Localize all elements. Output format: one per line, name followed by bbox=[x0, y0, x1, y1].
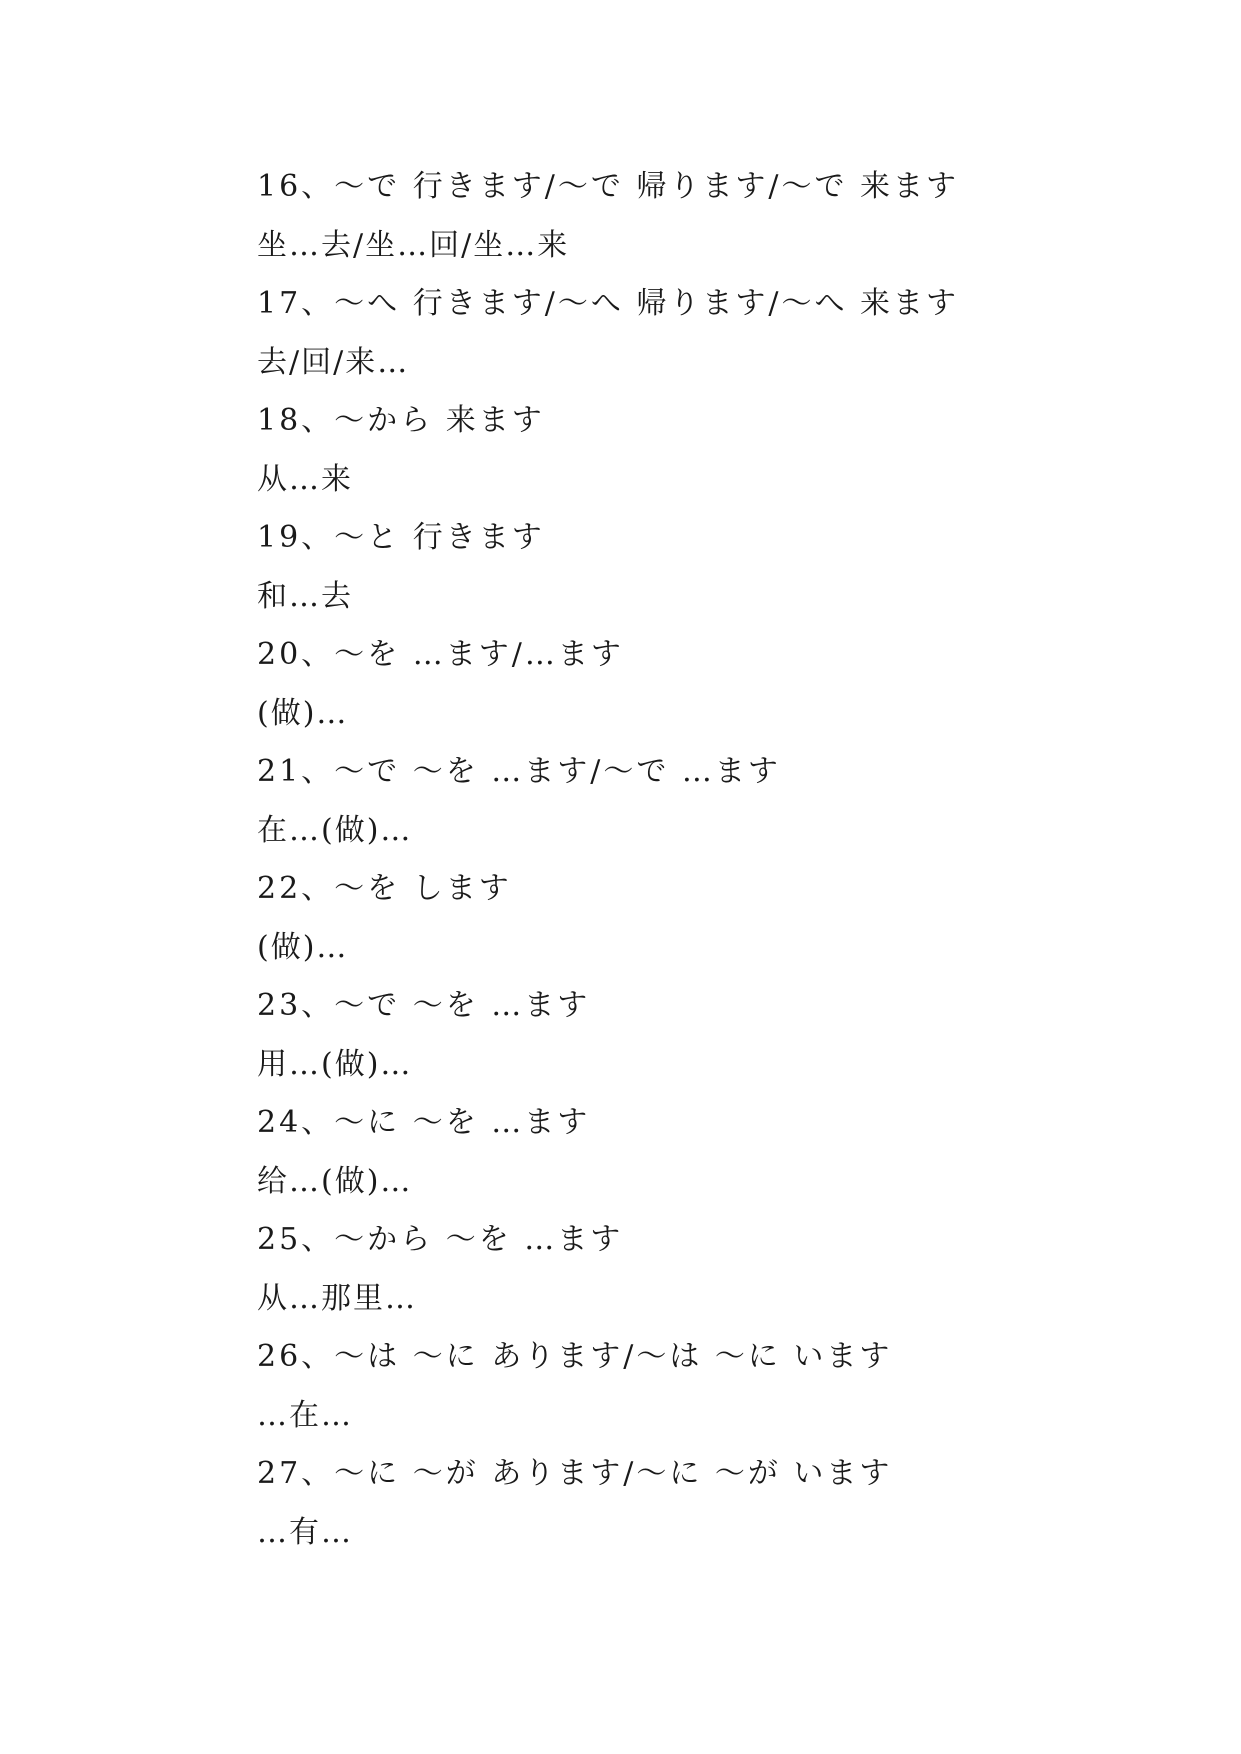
pattern-line-21: 21、～で ～を …ます/～で …ます bbox=[257, 754, 781, 789]
document-page bbox=[257, 158, 1157, 1562]
meaning-line-26: …在… bbox=[257, 1397, 353, 1433]
meaning-line-16: 坐…去/坐…回/坐…来 bbox=[257, 227, 570, 263]
meaning-line-17: 去/回/来… bbox=[257, 344, 410, 380]
pattern-line-22: 22、～を します bbox=[257, 871, 512, 906]
meaning-line-21: 在…(做)… bbox=[257, 812, 413, 848]
pattern-line-19: 19、～と 行きます bbox=[257, 520, 545, 555]
meaning-line-24: 给…(做)… bbox=[257, 1163, 413, 1199]
pattern-line-16: 16、～で 行きます/～で 帰ります/～で 来ます bbox=[257, 169, 959, 204]
pattern-line-25: 25、～から ～を …ます bbox=[257, 1222, 624, 1257]
pattern-line-17: 17、～へ 行きます/～へ 帰ります/～へ 来ます bbox=[257, 286, 959, 321]
meaning-line-27: …有… bbox=[257, 1514, 353, 1550]
pattern-line-20: 20、～を …ます/…ます bbox=[257, 637, 624, 672]
pattern-line-26: 26、～は ～に あります/～は ～に います bbox=[257, 1339, 893, 1374]
pattern-line-23: 23、～で ～を …ます bbox=[257, 988, 591, 1023]
pattern-line-18: 18、～から 来ます bbox=[257, 403, 545, 438]
meaning-line-25: 从…那里… bbox=[257, 1280, 417, 1316]
pattern-line-27: 27、～に ～が あります/～に ～が います bbox=[257, 1456, 893, 1491]
pattern-line-24: 24、～に ～を …ます bbox=[257, 1105, 591, 1140]
meaning-line-23: 用…(做)… bbox=[257, 1046, 413, 1082]
meaning-line-20: (做)… bbox=[257, 695, 349, 731]
meaning-line-18: 从…来 bbox=[257, 461, 353, 497]
meaning-line-19: 和…去 bbox=[257, 578, 353, 614]
meaning-line-22: (做)… bbox=[257, 929, 349, 965]
